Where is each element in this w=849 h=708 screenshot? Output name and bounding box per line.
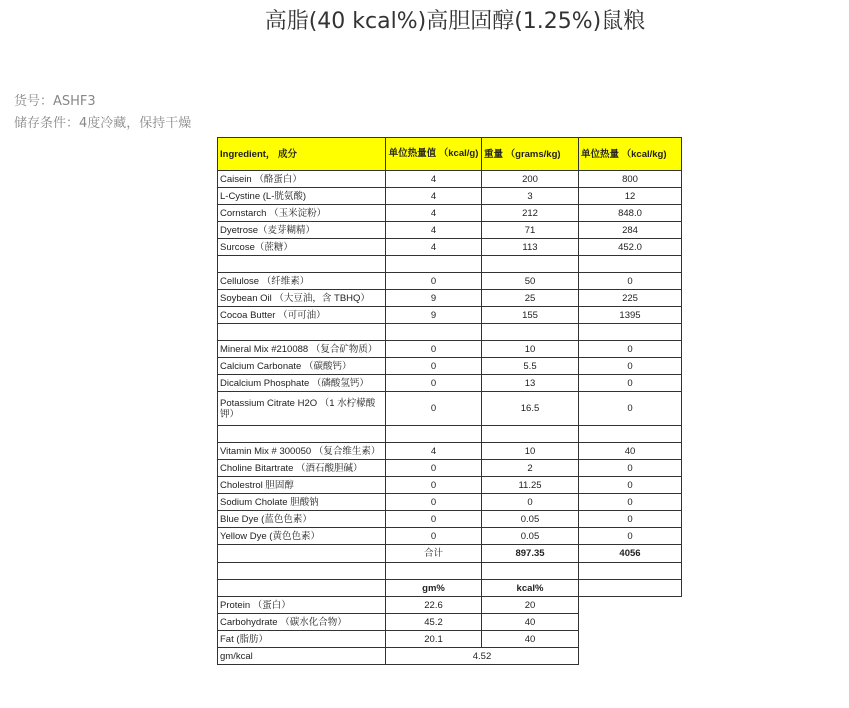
storage-condition: 储存条件：4度冷藏，保持干燥 bbox=[14, 116, 192, 131]
value-cell: 800 bbox=[579, 171, 682, 188]
nutrient-label: Protein （蛋白） bbox=[218, 597, 386, 614]
value-cell bbox=[482, 324, 579, 341]
total-kcal: 4056 bbox=[579, 545, 682, 563]
table-row bbox=[218, 460, 682, 477]
value-cell bbox=[482, 256, 579, 273]
value-cell: 50 bbox=[482, 273, 579, 290]
diet-formula-table bbox=[217, 137, 682, 665]
table-row bbox=[218, 239, 682, 256]
table-row bbox=[218, 528, 682, 545]
value-cell: 12 bbox=[579, 188, 682, 205]
value-cell bbox=[579, 426, 682, 443]
table-row bbox=[218, 494, 682, 511]
product-code: 货号：ASHF3 bbox=[14, 94, 96, 109]
value-cell: 10 bbox=[482, 341, 579, 358]
value-cell: 452.0 bbox=[579, 239, 682, 256]
value-cell: 9 bbox=[386, 307, 482, 324]
kcal-percent: 40 bbox=[482, 631, 579, 648]
value-cell: 16.5 bbox=[482, 392, 579, 426]
table-row bbox=[218, 392, 682, 426]
value-cell: 0 bbox=[579, 477, 682, 494]
value-cell: 284 bbox=[579, 222, 682, 239]
value-cell: 0 bbox=[386, 273, 482, 290]
ingredient-cell: Mineral Mix #210088 （复合矿物质） bbox=[218, 341, 386, 358]
ingredient-cell: L-Cystine (L-胱氨酸) bbox=[218, 188, 386, 205]
value-cell: 4 bbox=[386, 171, 482, 188]
value-cell bbox=[386, 324, 482, 341]
ingredient-cell: Dicalcium Phosphate （磷酸氢钙） bbox=[218, 375, 386, 392]
value-cell: 0 bbox=[386, 494, 482, 511]
total-label: 合计 bbox=[386, 545, 482, 563]
value-cell: 0 bbox=[386, 392, 482, 426]
value-cell: 225 bbox=[579, 290, 682, 307]
value-cell: 200 bbox=[482, 171, 579, 188]
spacer-row bbox=[218, 563, 682, 580]
empty-cell bbox=[579, 631, 682, 648]
spacer-row bbox=[218, 426, 682, 443]
ingredient-cell bbox=[218, 256, 386, 273]
value-cell: 0 bbox=[579, 511, 682, 528]
empty-cell bbox=[386, 563, 482, 580]
ingredient-cell: Cellulose （纤维素） bbox=[218, 273, 386, 290]
ingredient-cell: Surcose（蔗糖） bbox=[218, 239, 386, 256]
empty-cell bbox=[482, 563, 579, 580]
column-header: 单位热量值 （kcal/g) bbox=[386, 138, 482, 171]
value-cell: 0 bbox=[579, 460, 682, 477]
gm-kcal-label: gm/kcal bbox=[218, 648, 386, 665]
value-cell: 848.0 bbox=[579, 205, 682, 222]
empty-cell bbox=[579, 563, 682, 580]
summary-row bbox=[218, 631, 682, 648]
nutrient-label: Carbohydrate （碳水化合物） bbox=[218, 614, 386, 631]
summary-header-row bbox=[218, 580, 682, 597]
kcal-percent: 20 bbox=[482, 597, 579, 614]
summary-row bbox=[218, 597, 682, 614]
value-cell: 155 bbox=[482, 307, 579, 324]
ingredient-cell: Soybean Oil （大豆油，含 TBHQ） bbox=[218, 290, 386, 307]
empty-cell bbox=[218, 563, 386, 580]
value-cell: 0 bbox=[579, 494, 682, 511]
value-cell: 0 bbox=[579, 341, 682, 358]
table-row bbox=[218, 511, 682, 528]
table-row bbox=[218, 188, 682, 205]
value-cell: 10 bbox=[482, 443, 579, 460]
table-row bbox=[218, 171, 682, 188]
ingredient-cell: Blue Dye (蓝色色素） bbox=[218, 511, 386, 528]
value-cell: 212 bbox=[482, 205, 579, 222]
value-cell: 4 bbox=[386, 222, 482, 239]
ingredient-cell: Yellow Dye (黄色色素） bbox=[218, 528, 386, 545]
value-cell: 0 bbox=[482, 494, 579, 511]
ingredient-cell bbox=[218, 426, 386, 443]
ingredient-cell: Cocoa Butter （可可油） bbox=[218, 307, 386, 324]
ingredient-cell: Caisein （酪蛋白） bbox=[218, 171, 386, 188]
ingredient-cell: Dyetrose（麦芽糊精） bbox=[218, 222, 386, 239]
value-cell: 0 bbox=[386, 358, 482, 375]
ingredient-cell: Calcium Carbonate （碳酸钙） bbox=[218, 358, 386, 375]
value-cell: 0 bbox=[579, 392, 682, 426]
column-header: 单位热量 （kcal/kg) bbox=[579, 138, 682, 171]
table-row bbox=[218, 290, 682, 307]
value-cell: 4 bbox=[386, 443, 482, 460]
spacer-row bbox=[218, 256, 682, 273]
ingredient-cell: Sodium Cholate 胆酸钠 bbox=[218, 494, 386, 511]
total-row bbox=[218, 545, 682, 563]
empty-cell bbox=[579, 597, 682, 614]
value-cell: 5.5 bbox=[482, 358, 579, 375]
table-row bbox=[218, 307, 682, 324]
value-cell: 4 bbox=[386, 188, 482, 205]
page-title: 高脂(40 kcal%)高胆固醇(1.25%)鼠粮 bbox=[264, 9, 646, 34]
value-cell: 0 bbox=[579, 273, 682, 290]
value-cell: 4 bbox=[386, 239, 482, 256]
table-row bbox=[218, 477, 682, 494]
table-row bbox=[218, 273, 682, 290]
value-cell bbox=[579, 324, 682, 341]
value-cell: 1395 bbox=[579, 307, 682, 324]
empty-cell bbox=[218, 580, 386, 597]
ingredient-cell: Cornstarch （玉米淀粉） bbox=[218, 205, 386, 222]
empty-cell bbox=[579, 580, 682, 597]
summary-row bbox=[218, 614, 682, 631]
value-cell bbox=[482, 426, 579, 443]
value-cell bbox=[386, 426, 482, 443]
column-header: 重量 （grams/kg) bbox=[482, 138, 579, 171]
value-cell: 0 bbox=[386, 375, 482, 392]
empty-cell bbox=[579, 648, 682, 665]
value-cell: 9 bbox=[386, 290, 482, 307]
empty-cell bbox=[579, 614, 682, 631]
value-cell: 40 bbox=[579, 443, 682, 460]
gm-percent: 20.1 bbox=[386, 631, 482, 648]
nutrient-label: Fat (脂肪） bbox=[218, 631, 386, 648]
ingredient-cell: Potassium Citrate H2O （1 水柠檬酸钾） bbox=[218, 392, 386, 426]
empty-cell bbox=[218, 545, 386, 563]
value-cell: 13 bbox=[482, 375, 579, 392]
value-cell: 11.25 bbox=[482, 477, 579, 494]
table-row bbox=[218, 375, 682, 392]
summary-header-gm: gm% bbox=[386, 580, 482, 597]
table-row bbox=[218, 443, 682, 460]
gm-kcal-row bbox=[218, 648, 682, 665]
gm-kcal-value: 4.52 bbox=[386, 648, 579, 665]
ingredient-cell: Cholestrol 胆固醇 bbox=[218, 477, 386, 494]
summary-header-kcal: kcal% bbox=[482, 580, 579, 597]
value-cell: 113 bbox=[482, 239, 579, 256]
table-header-row bbox=[218, 138, 682, 171]
value-cell: 0 bbox=[579, 528, 682, 545]
value-cell: 0 bbox=[579, 358, 682, 375]
table-row bbox=[218, 205, 682, 222]
value-cell: 4 bbox=[386, 205, 482, 222]
column-header: Ingredient， 成分 bbox=[218, 138, 386, 171]
value-cell: 25 bbox=[482, 290, 579, 307]
value-cell: 0 bbox=[386, 511, 482, 528]
table-row bbox=[218, 222, 682, 239]
gm-percent: 45.2 bbox=[386, 614, 482, 631]
value-cell: 2 bbox=[482, 460, 579, 477]
total-weight: 897.35 bbox=[482, 545, 579, 563]
spacer-row bbox=[218, 324, 682, 341]
value-cell bbox=[579, 256, 682, 273]
ingredient-cell bbox=[218, 324, 386, 341]
value-cell: 71 bbox=[482, 222, 579, 239]
value-cell: 3 bbox=[482, 188, 579, 205]
value-cell: 0 bbox=[579, 375, 682, 392]
ingredient-cell: Vitamin Mix # 300050 （复合维生素） bbox=[218, 443, 386, 460]
value-cell: 0 bbox=[386, 477, 482, 494]
ingredient-cell: Choline Bitartrate （酒石酸胆碱） bbox=[218, 460, 386, 477]
value-cell: 0 bbox=[386, 341, 482, 358]
value-cell: 0 bbox=[386, 460, 482, 477]
kcal-percent: 40 bbox=[482, 614, 579, 631]
gm-percent: 22.6 bbox=[386, 597, 482, 614]
table-row bbox=[218, 341, 682, 358]
value-cell bbox=[386, 256, 482, 273]
value-cell: 0.05 bbox=[482, 528, 579, 545]
value-cell: 0 bbox=[386, 528, 482, 545]
value-cell: 0.05 bbox=[482, 511, 579, 528]
table-row bbox=[218, 358, 682, 375]
